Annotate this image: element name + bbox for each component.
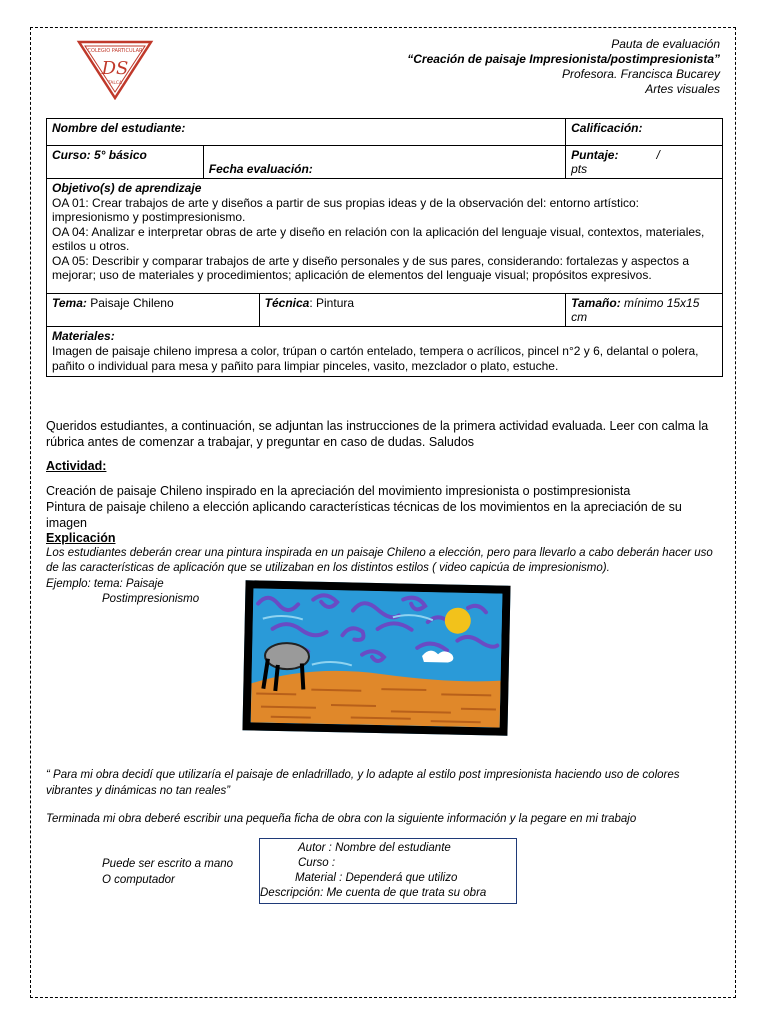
logo-top-text: COLEGIO PARTICULAR <box>87 48 143 54</box>
tecnica-value: : Pintura <box>309 295 355 310</box>
grade-label: Calificación: <box>566 119 723 146</box>
example-style: Postimpresionismo <box>102 593 200 605</box>
tema-cell <box>47 293 260 326</box>
course-label: Curso: 5° básico <box>47 146 204 179</box>
date-label: Fecha evaluación: <box>203 146 565 179</box>
objective-oa05: OA 05: Describir y comparar trabajos de arte y diseño personales y de sus pares, considerando: fortalezas y aspectos a mejorar; uso de materiales y procedimientos; aplicación de elementos del lenguaje visual; propósitos expresivos. <box>52 253 689 282</box>
logo-initials: DS <box>101 58 129 79</box>
writing-note <box>102 856 233 888</box>
tamano-label: Tamaño: <box>571 295 621 310</box>
objective-oa01: OA 01: Crear trabajos de arte y diseños a partir de sus propias ideas y de la observación del: entorno artístico: impresionismo y postimpresionismo. <box>52 195 639 224</box>
objectives-title: Objetivo(s) de aprendizaje <box>52 181 202 195</box>
score-cell <box>566 146 723 179</box>
closing-instruction: Terminada mi obra deberé escribir una pequeña ficha de obra con la siguiente información y la pegare en mi trabajo <box>46 813 637 825</box>
tamano-value: mínimo 15x15 cm <box>571 295 700 324</box>
example-painting <box>242 580 510 736</box>
writing-note-line1: Puede ser escrito a mano <box>102 858 234 870</box>
evaluation-info-table <box>46 118 723 377</box>
score-unit: pts <box>571 162 588 176</box>
tema-label: Tema: <box>52 295 87 310</box>
explanation-heading: Explicación <box>46 531 116 545</box>
ficha-course: Curso : <box>298 857 336 869</box>
materials-title: Materiales: <box>52 328 115 343</box>
ficha-description: Descripción: Me cuenta de que trata su obra <box>260 887 487 899</box>
ficha-material: Material : Dependerá que utilizo <box>295 872 458 884</box>
ficha-author: Autor : Nombre del estudiante <box>298 842 451 854</box>
writing-note-line2: O computador <box>102 874 175 886</box>
student-quote: “ Para mi obra decidí que utilizaría el paisaje de enladrillado, y lo adapte al estilo post impresionista haciendo uso de colores vibrantes y dinámicas no tan reales” <box>46 769 680 797</box>
intro-paragraph: Queridos estudiantes, a continuación, se adjuntan las instrucciones de la primera actividad evaluada. Leer con calma la rúbrica antes de comenzar a trabajar, y preguntar en caso de dudas. Saludos <box>46 419 709 449</box>
tamano-cell <box>566 293 723 326</box>
activity-line1: Creación de paisaje Chileno inspirado en la apreciación del movimiento impresionista o postimpresionista <box>46 484 631 498</box>
tecnica-cell <box>259 293 565 326</box>
header-teacher: Profesora. Francisca Bucarey <box>561 67 720 81</box>
logo-bottom-text: TALCA <box>107 81 123 86</box>
student-name-label: Nombre del estudiante: <box>47 119 566 146</box>
tema-value: Paisaje Chileno <box>90 295 174 310</box>
materials-text: Imagen de paisaje chileno impresa a color, trúpan o cartón entelado, tempera o acrílicos, pincel n°2 y 6, delantal o polera, pañito o individual para mesa y pañito para limpiar pinceles, vasito, mezclador o plato, estuche. <box>52 343 699 373</box>
document-header <box>407 37 720 97</box>
artwork-label-card <box>259 838 517 904</box>
materials-cell <box>47 326 723 376</box>
objectives-cell <box>47 179 723 294</box>
school-logo <box>76 38 154 100</box>
explanation-text: Los estudiantes deberán crear una pintura inspirada en un paisaje Chileno a elección, pero para llevarlo a cabo deberán hacer uso de las características de aplicación que se utilizaban en los distintos estilos ( video capicúa de impresionismo). <box>46 547 713 574</box>
objective-oa04: OA 04: Analizar e interpretar obras de arte y diseño en relación con la aplicación del lenguaje visual, contextos, materiales, estilos u otros. <box>52 224 705 253</box>
header-line1: Pauta de evaluación <box>611 37 720 51</box>
activity-line2: Pintura de paisaje chileno a elección aplicando características técnicas de los movimientos en la apreciación de su imagen <box>46 500 682 530</box>
score-separator: / <box>656 148 660 162</box>
painting-image <box>251 588 504 727</box>
header-title: “Creación de paisaje Impresionista/postimpresionista” <box>407 52 720 66</box>
tecnica-label: Técnica <box>264 295 310 310</box>
activity-heading: Actividad: <box>46 459 107 473</box>
header-subject: Artes visuales <box>645 82 720 96</box>
score-label: Puntaje: <box>571 148 619 162</box>
example-label: Ejemplo: tema: Paisaje <box>46 578 164 590</box>
